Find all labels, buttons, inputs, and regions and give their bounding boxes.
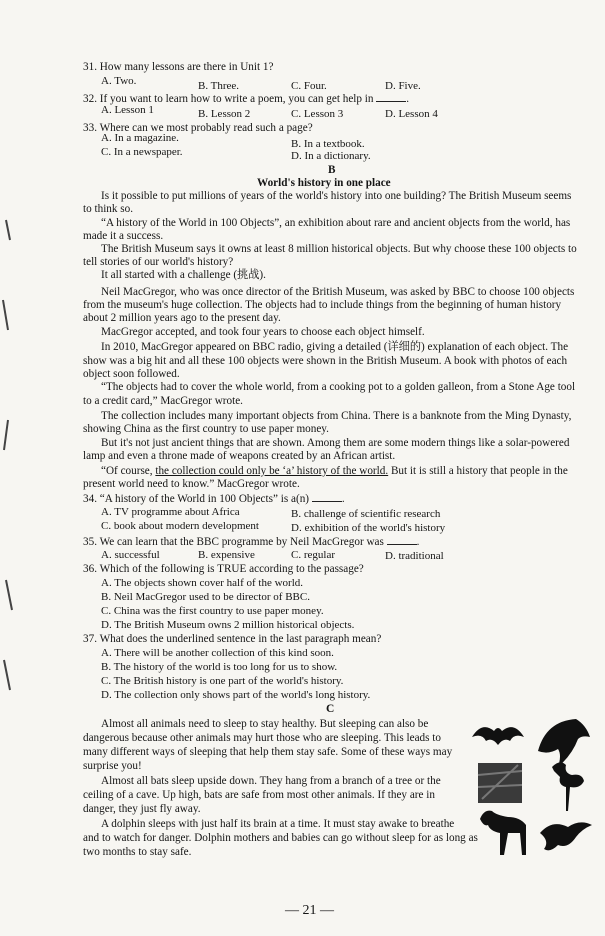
q36-option-d: D. The British Museum owns 2 million historical objects.	[101, 619, 355, 631]
b-line-2: “A history of the World in 100 Objects”, an exhibition about rare and ancient objects from the world, has	[101, 217, 571, 229]
b-line-19: lamp and even a throne made of weapons created by an African artist.	[83, 450, 396, 462]
section-b-title: World's history in one place	[257, 177, 391, 189]
b-line-7: Neil MacGregor, who was once director of the British Museum, was asked by BBC to choose 100 objects	[101, 286, 575, 298]
b-line-4: The British Museum says it owns at least 8 million historical objects. But why choose these 100 objects to	[101, 243, 577, 255]
b-line-8: from the museum's huge collection. The objects had to include things from the beginning of human history	[83, 299, 562, 311]
bat-icon	[472, 727, 524, 745]
section-b-letter: B	[328, 164, 336, 176]
q33-option-b: B. In a textbook.	[291, 138, 365, 150]
q34-option-c: C. book about modern development	[101, 520, 259, 532]
c-line-7: A dolphin sleeps with just half its brain at a time. It must stay awake to breathe	[101, 818, 455, 830]
dolphin-icon	[538, 719, 590, 767]
b-line-10: MacGregor accepted, and took four years to choose each object himself.	[101, 326, 425, 338]
q35-option-d: D. traditional	[385, 550, 444, 562]
q36-option-c: C. China was the first country to use paper money.	[101, 605, 324, 617]
q34-stem: 34. “A history of the World in 100 Objects” is a(n) .	[83, 493, 345, 505]
b-line-14: “The objects had to cover the whole world, from a cooking pot to a golden galleon, from a Stone Age tool	[101, 381, 576, 393]
c-line-6: danger, they just fly away.	[83, 803, 201, 815]
q32-option-d: D. Lesson 4	[385, 108, 438, 120]
b-line-3: made it a success.	[83, 230, 164, 242]
q35-option-c: C. regular	[291, 549, 335, 561]
q37-stem: 37. What does the underlined sentence in the last paragraph mean?	[83, 633, 382, 645]
c-line-2: many different ways of sleeping that help them stay safe. Some of these ways may	[83, 746, 453, 758]
q34-option-d: D. exhibition of the world's history	[291, 522, 446, 534]
c-line-0: Almost all animals need to sleep to stay healthy. But sleeping can also be	[101, 718, 429, 730]
texture-image	[478, 763, 522, 803]
b-line-6: It all started with a challenge (挑战).	[101, 269, 266, 281]
q33-option-d: D. In a dictionary.	[291, 150, 371, 162]
q32-option-b: B. Lesson 2	[198, 108, 251, 120]
horse-icon	[480, 811, 526, 855]
b-line-17: showing China as the first country to use paper money.	[83, 423, 329, 435]
q37-option-a: A. There will be another collection of this kind soon.	[101, 647, 334, 659]
q31-option-d: D. Five.	[385, 80, 421, 92]
c-line-4: Almost all bats sleep upside down. They hang from a branch of a tree or the	[101, 775, 441, 787]
c-line-5: ceiling of a cave. Up high, bats are safe from most other animals. If they are in	[83, 789, 435, 801]
b-line-15: to a credit card,” MacGregor wrote.	[83, 395, 243, 407]
b-line-16: The collection includes many important objects from China. There is a banknote from the Ming Dynasty,	[101, 410, 572, 422]
flamingo-icon	[552, 762, 584, 811]
q33-option-c: C. In a newspaper.	[101, 146, 183, 158]
q37-option-d: D. The collection only shows part of the world's long history.	[101, 689, 371, 701]
b-line-last: “Of course, the collection could only be ‘a’ history of the world. But it is still a history that people in the	[101, 465, 568, 477]
c-line-8: and to watch for danger. Dolphin mothers and babies can go without sleep for as long as	[83, 832, 478, 844]
c-line-3: surprise you!	[83, 760, 142, 772]
bird-icon	[540, 822, 592, 850]
q33-option-a: A. In a magazine.	[101, 132, 179, 144]
q35-option-b: B. expensive	[198, 549, 255, 561]
q32-option-c: C. Lesson 3	[291, 108, 344, 120]
section-c-letter: C	[326, 703, 335, 715]
q31-option-a: A. Two.	[101, 75, 137, 87]
q35-stem: 35. We can learn that the BBC programme by Neil MacGregor was .	[83, 536, 420, 548]
b-line-12: show was a big hit and all these 100 objects were shown in the British Museum. A book with photos of each	[83, 355, 568, 367]
q34-option-b: B. challenge of scientific research	[291, 508, 441, 520]
q36-stem: 36. Which of the following is TRUE according to the passage?	[83, 563, 364, 575]
q33-stem: 33. Where can we most probably read such a page?	[83, 122, 313, 134]
q35-option-a: A. successful	[101, 549, 160, 561]
b-line-1: to think so.	[83, 203, 134, 215]
animal-silhouettes	[468, 715, 596, 865]
b-line-11: In 2010, MacGregor appeared on BBC radio, giving a detailed (详细的) explanation of each object. The	[101, 341, 569, 353]
scan-marks	[0, 180, 20, 700]
q34-option-a: A. TV programme about Africa	[101, 506, 240, 518]
q32-option-a: A. Lesson 1	[101, 104, 154, 116]
q32-stem: 32. If you want to learn how to write a poem, you can get help in .	[83, 93, 410, 105]
q36-option-a: A. The objects shown cover half of the world.	[101, 577, 304, 589]
b-line-18: But it's not just ancient things that are shown. Among them are some modern things like a solar-powered	[101, 437, 570, 449]
underlined-sentence: the collection could only be ‘a’ history of the world.	[155, 465, 389, 477]
b-line-last-2: present world need to know.” MacGregor wrote.	[83, 478, 300, 490]
q36-option-b: B. Neil MacGregor used to be director of BBC.	[101, 591, 310, 603]
q37-option-c: C. The British history is one part of the world's history.	[101, 675, 344, 687]
page-number: — 21 —	[285, 903, 334, 918]
b-line-9: about 2 million years ago to the present day.	[83, 312, 281, 324]
q31-option-b: B. Three.	[198, 80, 240, 92]
q31-stem: 31. How many lessons are there in Unit 1?	[83, 61, 274, 73]
q31-option-c: C. Four.	[291, 80, 327, 92]
b-line-0: Is it possible to put millions of years of the world's history into one building? The British Museum seems	[101, 190, 572, 202]
q37-option-b: B. The history of the world is too long for us to show.	[101, 661, 338, 673]
c-line-1: dangerous because other animals may hurt those who are sleeping. This leads to	[83, 732, 442, 744]
c-line-9: two months to stay safe.	[83, 846, 192, 858]
b-line-13: object soon followed.	[83, 368, 180, 380]
b-line-5: tell stories of our world's history?	[83, 256, 234, 268]
